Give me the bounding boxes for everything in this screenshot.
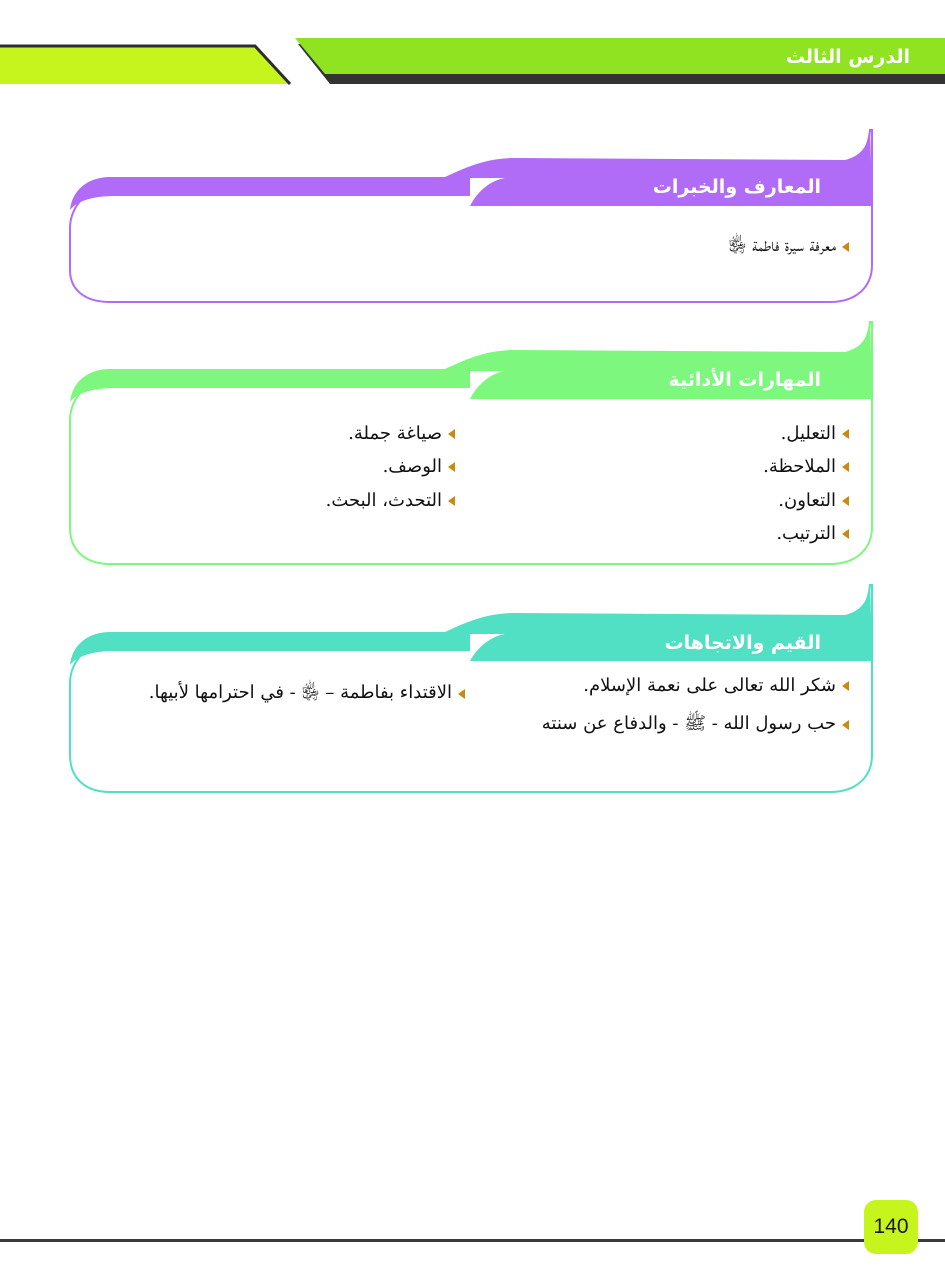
footer-line xyxy=(0,1239,945,1242)
bullet-icon xyxy=(842,681,849,691)
bullet-icon xyxy=(842,429,849,439)
values-item-2: حب رسول الله - ﷺ - والدفاع عن سنته xyxy=(542,712,849,738)
section-title-knowledge: المعارف والخبرات xyxy=(652,176,821,198)
bullet-icon xyxy=(458,689,465,699)
bullet-icon xyxy=(842,462,849,472)
bullet-icon xyxy=(842,720,849,730)
bullet-icon xyxy=(448,496,455,506)
section-title-skills: المهارات الأدائية xyxy=(668,369,821,391)
bullet-icon xyxy=(842,496,849,506)
skills-item-3: التعاون. xyxy=(778,490,849,511)
skills-item-6: الوصف. xyxy=(383,456,455,477)
bullet-icon xyxy=(842,529,849,539)
section-frame-knowledge xyxy=(0,120,945,310)
bullet-icon xyxy=(448,429,455,439)
knowledge-item-1: معرفة سيرة فاطمة ﵂ xyxy=(728,234,849,260)
section-title-values: القيم والاتجاهات xyxy=(664,632,821,654)
bullet-icon xyxy=(448,462,455,472)
skills-item-2: الملاحظة. xyxy=(763,456,849,477)
skills-item-7: التحدث، البحث. xyxy=(326,490,455,511)
bullet-icon xyxy=(842,242,849,252)
skills-item-4: الترتيب. xyxy=(776,523,849,544)
skills-item-5: صياغة جملة. xyxy=(348,423,455,444)
page-number: 140 xyxy=(864,1200,918,1254)
lesson-title: الدرس الثالث xyxy=(785,46,910,68)
values-item-3: الاقتداء بفاطمة – ﵂ - في احترامها لأبيها. xyxy=(149,681,465,707)
skills-item-1: التعليل. xyxy=(781,423,849,444)
values-item-1: شكر الله تعالى على نعمة الإسلام. xyxy=(583,675,849,696)
